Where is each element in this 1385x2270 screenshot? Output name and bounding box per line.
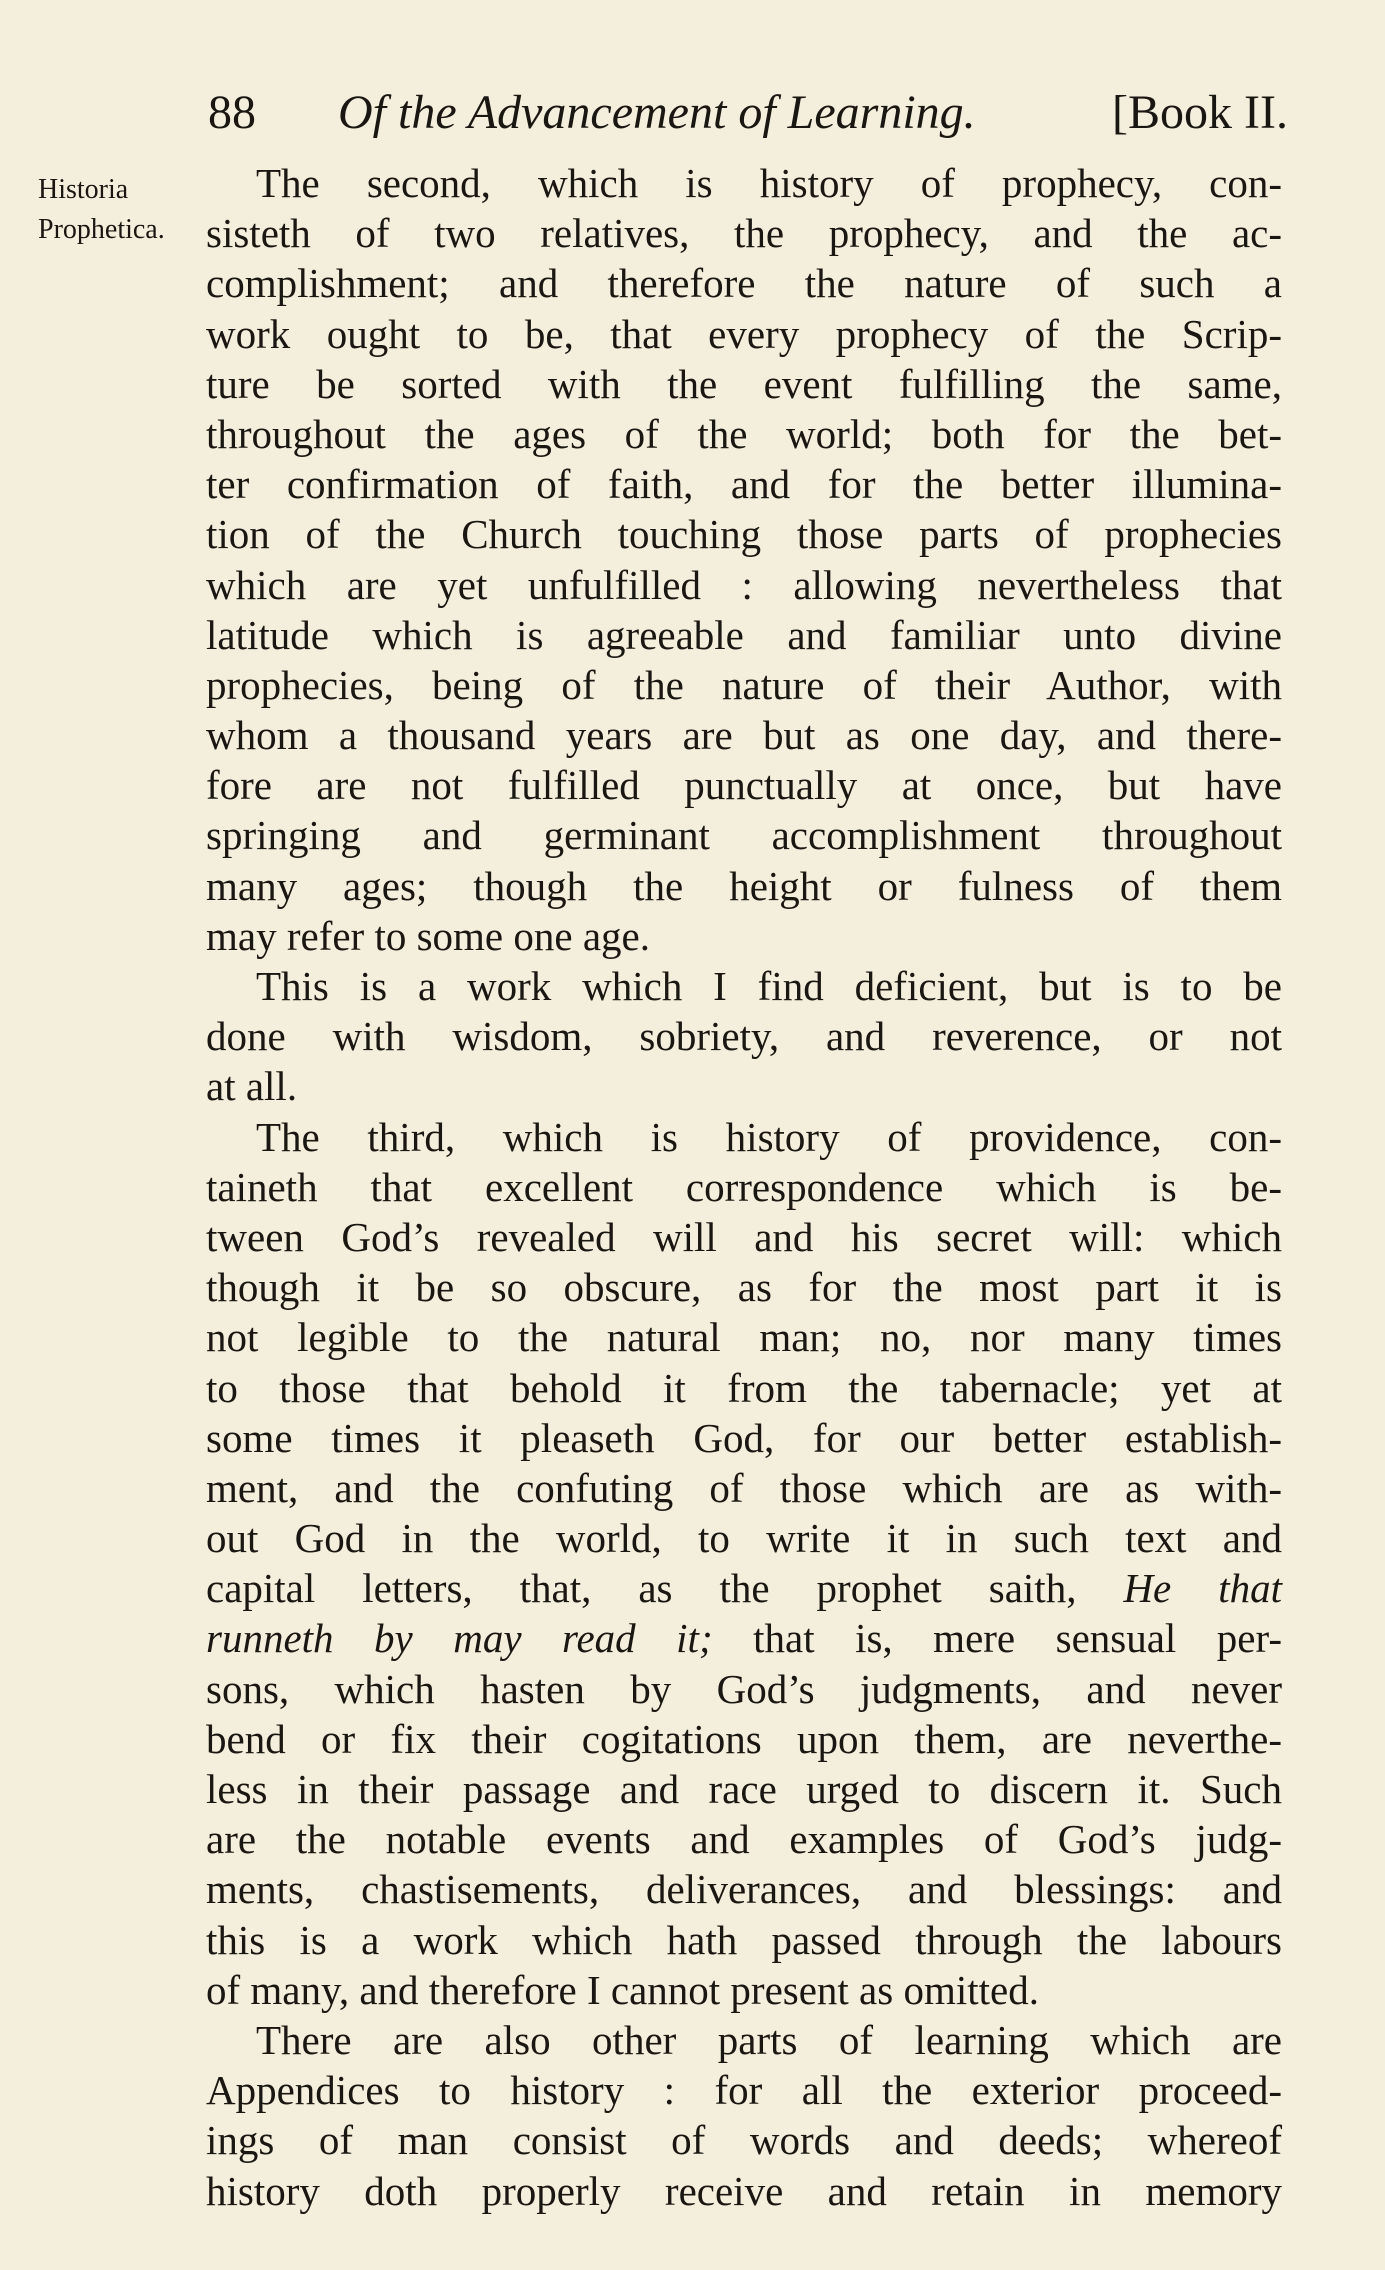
line-text: many ages; though the height or fulness of them (206, 862, 1282, 909)
line-text: done with wisdom, sobriety, and reverence, or not (206, 1013, 1282, 1060)
text-line (206, 1563, 1282, 1613)
text-line (206, 158, 1282, 208)
text-line (206, 459, 1282, 509)
text-line (206, 760, 1282, 810)
line-text: are the notable events and examples of God’s judg- (206, 1816, 1282, 1863)
line-text: complishment; and therefore the nature of such a (206, 260, 1282, 307)
body-text (206, 158, 1282, 2216)
line-text: capital letters, that, as the prophet saith, (206, 1565, 1077, 1612)
text-line (206, 660, 1282, 710)
text-line (206, 710, 1282, 760)
marginal-note-line: Historia (38, 174, 129, 205)
text-line (206, 2166, 1282, 2216)
text-line (206, 409, 1282, 459)
text-line (206, 258, 1282, 308)
line-text: Appendices to history : for all the exterior proceed- (206, 2067, 1282, 2114)
line-text: ture be sorted with the event fulfilling the same, (206, 360, 1282, 407)
text-line (206, 2015, 1282, 2065)
running-title: Of the Advancement of Learning. (338, 86, 976, 139)
page-number: 88 (208, 86, 256, 139)
marginal-note (38, 170, 165, 250)
line-text: sons, which hasten by God’s judgments, and never (206, 1665, 1282, 1712)
text-line (206, 1965, 1282, 2015)
line-text: of many, and therefore I cannot present as omitted. (206, 1966, 1039, 2013)
line-text: tween God’s revealed will and his secret will: which (206, 1213, 1282, 1260)
marginal-note-line: Prophetica. (38, 214, 165, 245)
line-text: tion of the Church touching those parts of prophecies (206, 511, 1282, 558)
line-text: at all. (206, 1063, 298, 1110)
text-line (206, 1363, 1282, 1413)
italic-quote: He that (1123, 1565, 1283, 1612)
text-line (206, 2115, 1282, 2165)
text-line (206, 911, 1282, 961)
text-line (206, 2065, 1282, 2115)
line-text: which are yet unfulfilled : allowing nevertheless that (206, 561, 1282, 608)
text-line (206, 1262, 1282, 1312)
line-text: ment, and the confuting of those which are as with- (206, 1464, 1282, 1511)
text-line (206, 1714, 1282, 1764)
text-line (206, 1212, 1282, 1262)
book-label: [Book II. (1112, 86, 1288, 139)
line-text: out God in the world, to write it in such text and (206, 1515, 1282, 1562)
line-text: work ought to be, that every prophecy of the Scrip- (206, 310, 1282, 357)
line-text: taineth that excellent correspondence which is be- (206, 1163, 1282, 1210)
line-text: sisteth of two relatives, the prophecy, and the ac- (206, 210, 1282, 257)
italic-quote: runneth by may read it; (206, 1615, 713, 1662)
text-line (206, 359, 1282, 409)
line-text: ings of man consist of words and deeds; whereof (206, 2117, 1282, 2164)
text-line (206, 309, 1282, 359)
text-line (206, 961, 1282, 1011)
line-text: prophecies, being of the nature of their Author, with (206, 661, 1282, 708)
text-line (206, 1112, 1282, 1162)
text-line (206, 1613, 1282, 1663)
text-line (206, 1061, 1282, 1111)
text-line (206, 1463, 1282, 1513)
line-text: This is a work which I find deficient, but is to be (256, 963, 1282, 1009)
text-line (206, 560, 1282, 610)
text-line (206, 509, 1282, 559)
line-text: that is, mere sensual per- (753, 1615, 1282, 1662)
line-text: not legible to the natural man; no, nor many times (206, 1314, 1282, 1361)
text-line (206, 208, 1282, 258)
line-text: though it be so obscure, as for the most part it is (206, 1264, 1282, 1311)
line-text: this is a work which hath passed through the labours (206, 1916, 1282, 1963)
text-line (206, 1915, 1282, 1965)
line-text: throughout the ages of the world; both for the bet- (206, 410, 1282, 457)
line-text: may refer to some one age. (206, 912, 650, 959)
text-line (206, 1011, 1282, 1061)
line-text: less in their passage and race urged to discern it. Such (206, 1766, 1282, 1812)
line-text: to those that behold it from the tabernacle; yet at (206, 1364, 1282, 1411)
text-line (206, 610, 1282, 660)
text-line (206, 1413, 1282, 1463)
line-text: some times it pleaseth God, for our better establish- (206, 1414, 1282, 1461)
line-text: There are also other parts of learning which are (256, 2016, 1282, 2063)
text-line (206, 861, 1282, 911)
line-text: latitude which is agreeable and familiar unto divine (206, 611, 1282, 658)
running-header (208, 78, 1288, 148)
text-line (206, 810, 1282, 860)
text-line (206, 1513, 1282, 1563)
line-text: The second, which is history of prophecy, con- (256, 160, 1282, 206)
text-line (206, 1764, 1282, 1814)
line-text: fore are not fulfilled punctually at once, but have (206, 762, 1282, 809)
text-line (206, 1814, 1282, 1864)
line-text: bend or fix their cogitations upon them, are neverthe- (206, 1715, 1282, 1762)
line-text: ter confirmation of faith, and for the better illumina- (206, 461, 1282, 508)
line-text: history doth properly receive and retain in memory (206, 2167, 1282, 2214)
line-text: The third, which is history of providence, con- (256, 1113, 1282, 1160)
text-line (206, 1312, 1282, 1362)
text-line (206, 1162, 1282, 1212)
text-line (206, 1864, 1282, 1914)
text-line (206, 1664, 1282, 1714)
line-text: springing and germinant accomplishment throughout (206, 812, 1282, 859)
line-text: ments, chastisements, deliverances, and blessings: and (206, 1866, 1282, 1913)
line-text: whom a thousand years are but as one day, and there- (206, 712, 1282, 759)
